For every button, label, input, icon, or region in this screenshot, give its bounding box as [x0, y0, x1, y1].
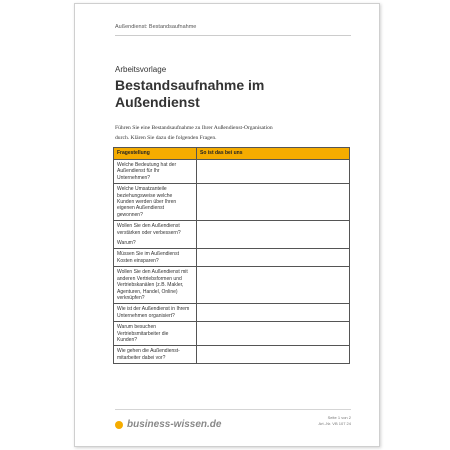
table-row [114, 304, 350, 322]
logo-text: business-wissen.de [127, 419, 222, 430]
question-line: Welche Bedeutung hat der [117, 162, 177, 168]
question-cell [114, 304, 197, 322]
question-line: Unternehmen? [117, 174, 151, 181]
answer-cell[interactable] [197, 249, 350, 267]
question-line: Unternehmen organisiert? [117, 312, 175, 319]
answer-cell[interactable] [197, 160, 350, 184]
answer-cell[interactable] [197, 267, 350, 304]
question-line: Wie ist der Außendienst in Ihrem [117, 306, 190, 313]
question-line: Vertriebskanälen (z.B. Makler, [117, 282, 184, 289]
column-header-answer: So ist das bei uns [197, 148, 350, 160]
question-line: Kunden werden über Ihren [117, 199, 177, 206]
question-line: Vertriebsmitarbeiter die [117, 330, 169, 337]
table-row [114, 346, 350, 364]
question-cell [114, 160, 197, 184]
question-line: Wollen Sie den Außendienst [117, 223, 180, 230]
answer-cell[interactable] [197, 346, 350, 364]
intro-line-1: Führen Sie eine Bestandsaufnahme zu Ihrer Außendienst-Organisation [115, 125, 273, 131]
question-line: mitarbeiter dabei vor? [117, 354, 166, 361]
logo-dot-icon [115, 421, 123, 429]
intro-line-2: durch. Klären Sie dazu die folgenden Fragen. [115, 135, 217, 141]
question-followup: Warum? [117, 240, 136, 247]
question-line: Agenturen, Handel, Online) [117, 288, 178, 295]
question-line: Warum besuchen [117, 324, 156, 331]
brand-logo [115, 419, 221, 430]
document-subtitle: Arbeitsvorlage [115, 65, 167, 74]
title-line-2: Außendienst [115, 94, 200, 110]
question-cell [114, 249, 197, 267]
answer-cell[interactable] [197, 304, 350, 322]
question-line: Wie gehen die Außendienst- [117, 348, 180, 355]
question-cell [114, 221, 197, 249]
question-line: Außendienst für Ihr [117, 168, 160, 175]
question-line: beziehungsweise welche [117, 192, 173, 199]
footer-meta [319, 415, 351, 427]
question-line: Wollen Sie den Außendienst mit [117, 269, 188, 276]
question-line: Welche Umsatzanteile [117, 186, 167, 193]
table-header-row [114, 148, 350, 160]
question-cell [114, 267, 197, 304]
question-line: Kunden? [117, 336, 138, 343]
question-line: gewonnen? [117, 211, 143, 218]
question-line: anderen Vertriebsformen und [117, 275, 182, 282]
question-cell [114, 184, 197, 221]
document-page [74, 3, 380, 447]
table-row [114, 249, 350, 267]
footer-divider [115, 409, 351, 410]
running-header: Außendienst: Bestandsaufnahme [115, 24, 197, 30]
table-row [114, 160, 350, 184]
document-title [115, 77, 335, 111]
answer-cell[interactable] [197, 184, 350, 221]
table-row [114, 221, 350, 249]
question-cell [114, 346, 197, 364]
question-line: verknüpfen? [117, 294, 145, 301]
article-number: Art.-Nr. VB 107 24 [318, 421, 351, 426]
page-number: Seite 1 von 2 [327, 415, 351, 420]
answer-cell[interactable] [197, 322, 350, 346]
question-line: eigenen Außendienst [117, 205, 164, 212]
table-row [114, 322, 350, 346]
intro-text [115, 123, 355, 143]
question-table [113, 147, 350, 364]
title-line-1: Bestandsaufnahme im [115, 77, 265, 93]
question-cell [114, 322, 197, 346]
table-row [114, 184, 350, 221]
column-header-question: Fragestellung [114, 148, 197, 160]
answer-cell[interactable] [197, 221, 350, 249]
question-line: verstärken oder verbessern? [117, 229, 181, 236]
question-line: Kosten einsparen? [117, 257, 159, 264]
question-line: Müssen Sie im Außendienst [117, 251, 179, 258]
table-row [114, 267, 350, 304]
header-divider [115, 35, 351, 36]
